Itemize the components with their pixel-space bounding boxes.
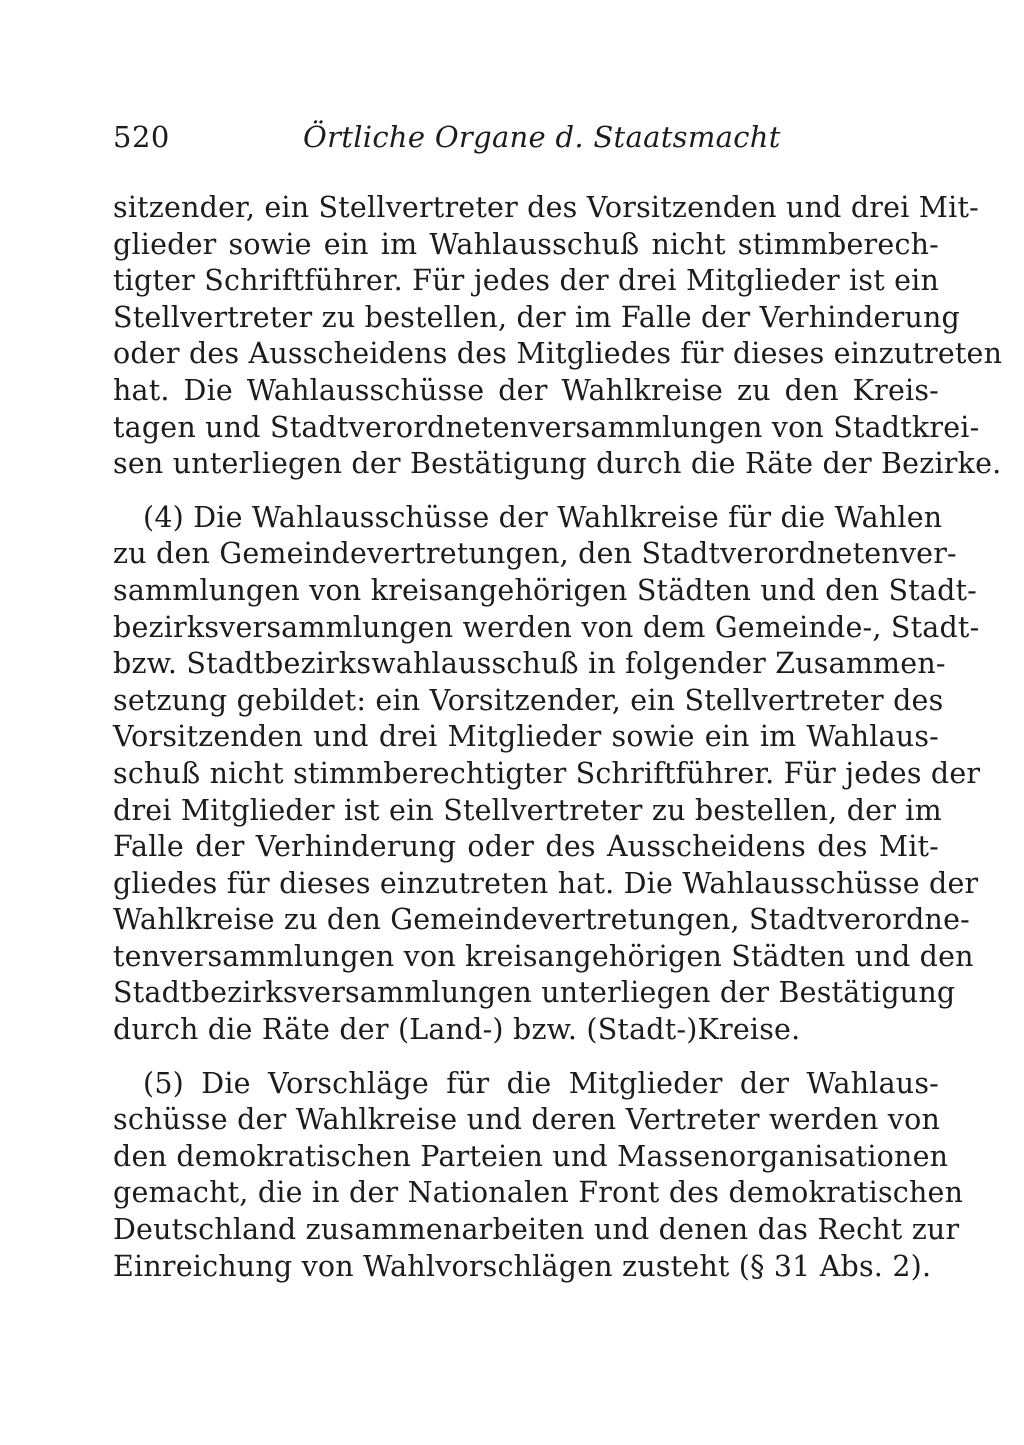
text-line: drei Mitglieder ist ein Stellvertreter zu bestellen, der im (113, 793, 942, 827)
paragraph-continuation (113, 190, 1003, 483)
text-line: Stellvertreter zu bestellen, der im Falle der Verhinderung (113, 300, 961, 334)
paragraph-section-5 (113, 1066, 964, 1286)
page-number: 520 (113, 120, 170, 154)
text-line: den demokratischen Parteien und Massenorganisationen (113, 1139, 949, 1173)
text-line: glieder sowie ein im Wahlausschuß nicht stimmberech- (113, 227, 939, 261)
text-line: Wahlkreise zu den Gemeindevertretungen, Stadtverordne- (113, 903, 970, 937)
text-line: Einreichung von Wahlvorschlägen zusteht (§ 31 Abs. 2). (113, 1249, 932, 1283)
text-line: bzw. Stadtbezirkswahlausschuß in folgender Zusammen- (113, 647, 946, 681)
text-line: oder des Ausscheidens des Mitgliedes für dieses einzutreten (113, 337, 1003, 371)
text-line: durch die Räte der (Land-) bzw. (Stadt-)Kreise. (113, 1013, 801, 1047)
text-line: schüsse der Wahlkreise und deren Vertreter werden von (113, 1103, 941, 1137)
text-line: hat. Die Wahlausschüsse der Wahlkreise zu den Kreis- (113, 373, 939, 407)
text-line: Falle der Verhinderung oder des Ausscheidens des Mit- (113, 830, 939, 864)
text-line: gemacht, die in der Nationalen Front des demokratischen (113, 1176, 964, 1210)
text-line: bezirksversammlungen werden von dem Gemeinde-, Stadt- (113, 610, 980, 644)
text-line: (4) Die Wahlausschüsse der Wahlkreise für die Wahlen (143, 500, 943, 534)
text-line: (5) Die Vorschläge für die Mitglieder der Wahlaus- (143, 1066, 939, 1100)
text-line: sitzender, ein Stellvertreter des Vorsitzenden und drei Mit- (113, 191, 979, 224)
body-text (113, 190, 1003, 1285)
text-line: Deutschland zusammenarbeiten und denen das Recht zur (113, 1213, 960, 1247)
text-line: Vorsitzenden und drei Mitglieder sowie ein im Wahlaus- (113, 720, 939, 754)
page-header (113, 120, 939, 164)
text-line: sammlungen von kreisangehörigen Städten und den Stadt- (113, 573, 978, 607)
text-line: tenversammlungen von kreisangehörigen Städten und den (113, 939, 974, 973)
paragraph-section-4 (113, 500, 981, 1049)
text-line: tigter Schriftführer. Für jedes der drei Mitglieder ist ein (113, 264, 940, 298)
text-line: zu den Gemeindevertretungen, den Stadtverordnetenver- (113, 537, 957, 571)
text-line: sen unterliegen der Bestätigung durch die Räte der Bezirke. (113, 447, 1002, 481)
text-line: setzung gebildet: ein Vorsitzender, ein Stellvertreter des (113, 683, 944, 717)
text-line: tagen und Stadtverordnetenversammlungen von Stadtkrei- (113, 410, 980, 444)
text-line: gliedes für dieses einzutreten hat. Die Wahlausschüsse der (113, 866, 979, 900)
running-title: Örtliche Organe d. Staatsmacht (303, 120, 781, 154)
text-line: Stadtbezirksversammlungen unterliegen der Bestätigung (113, 976, 956, 1010)
text-line: schuß nicht stimmberechtigter Schriftführer. Für jedes der (113, 756, 981, 790)
